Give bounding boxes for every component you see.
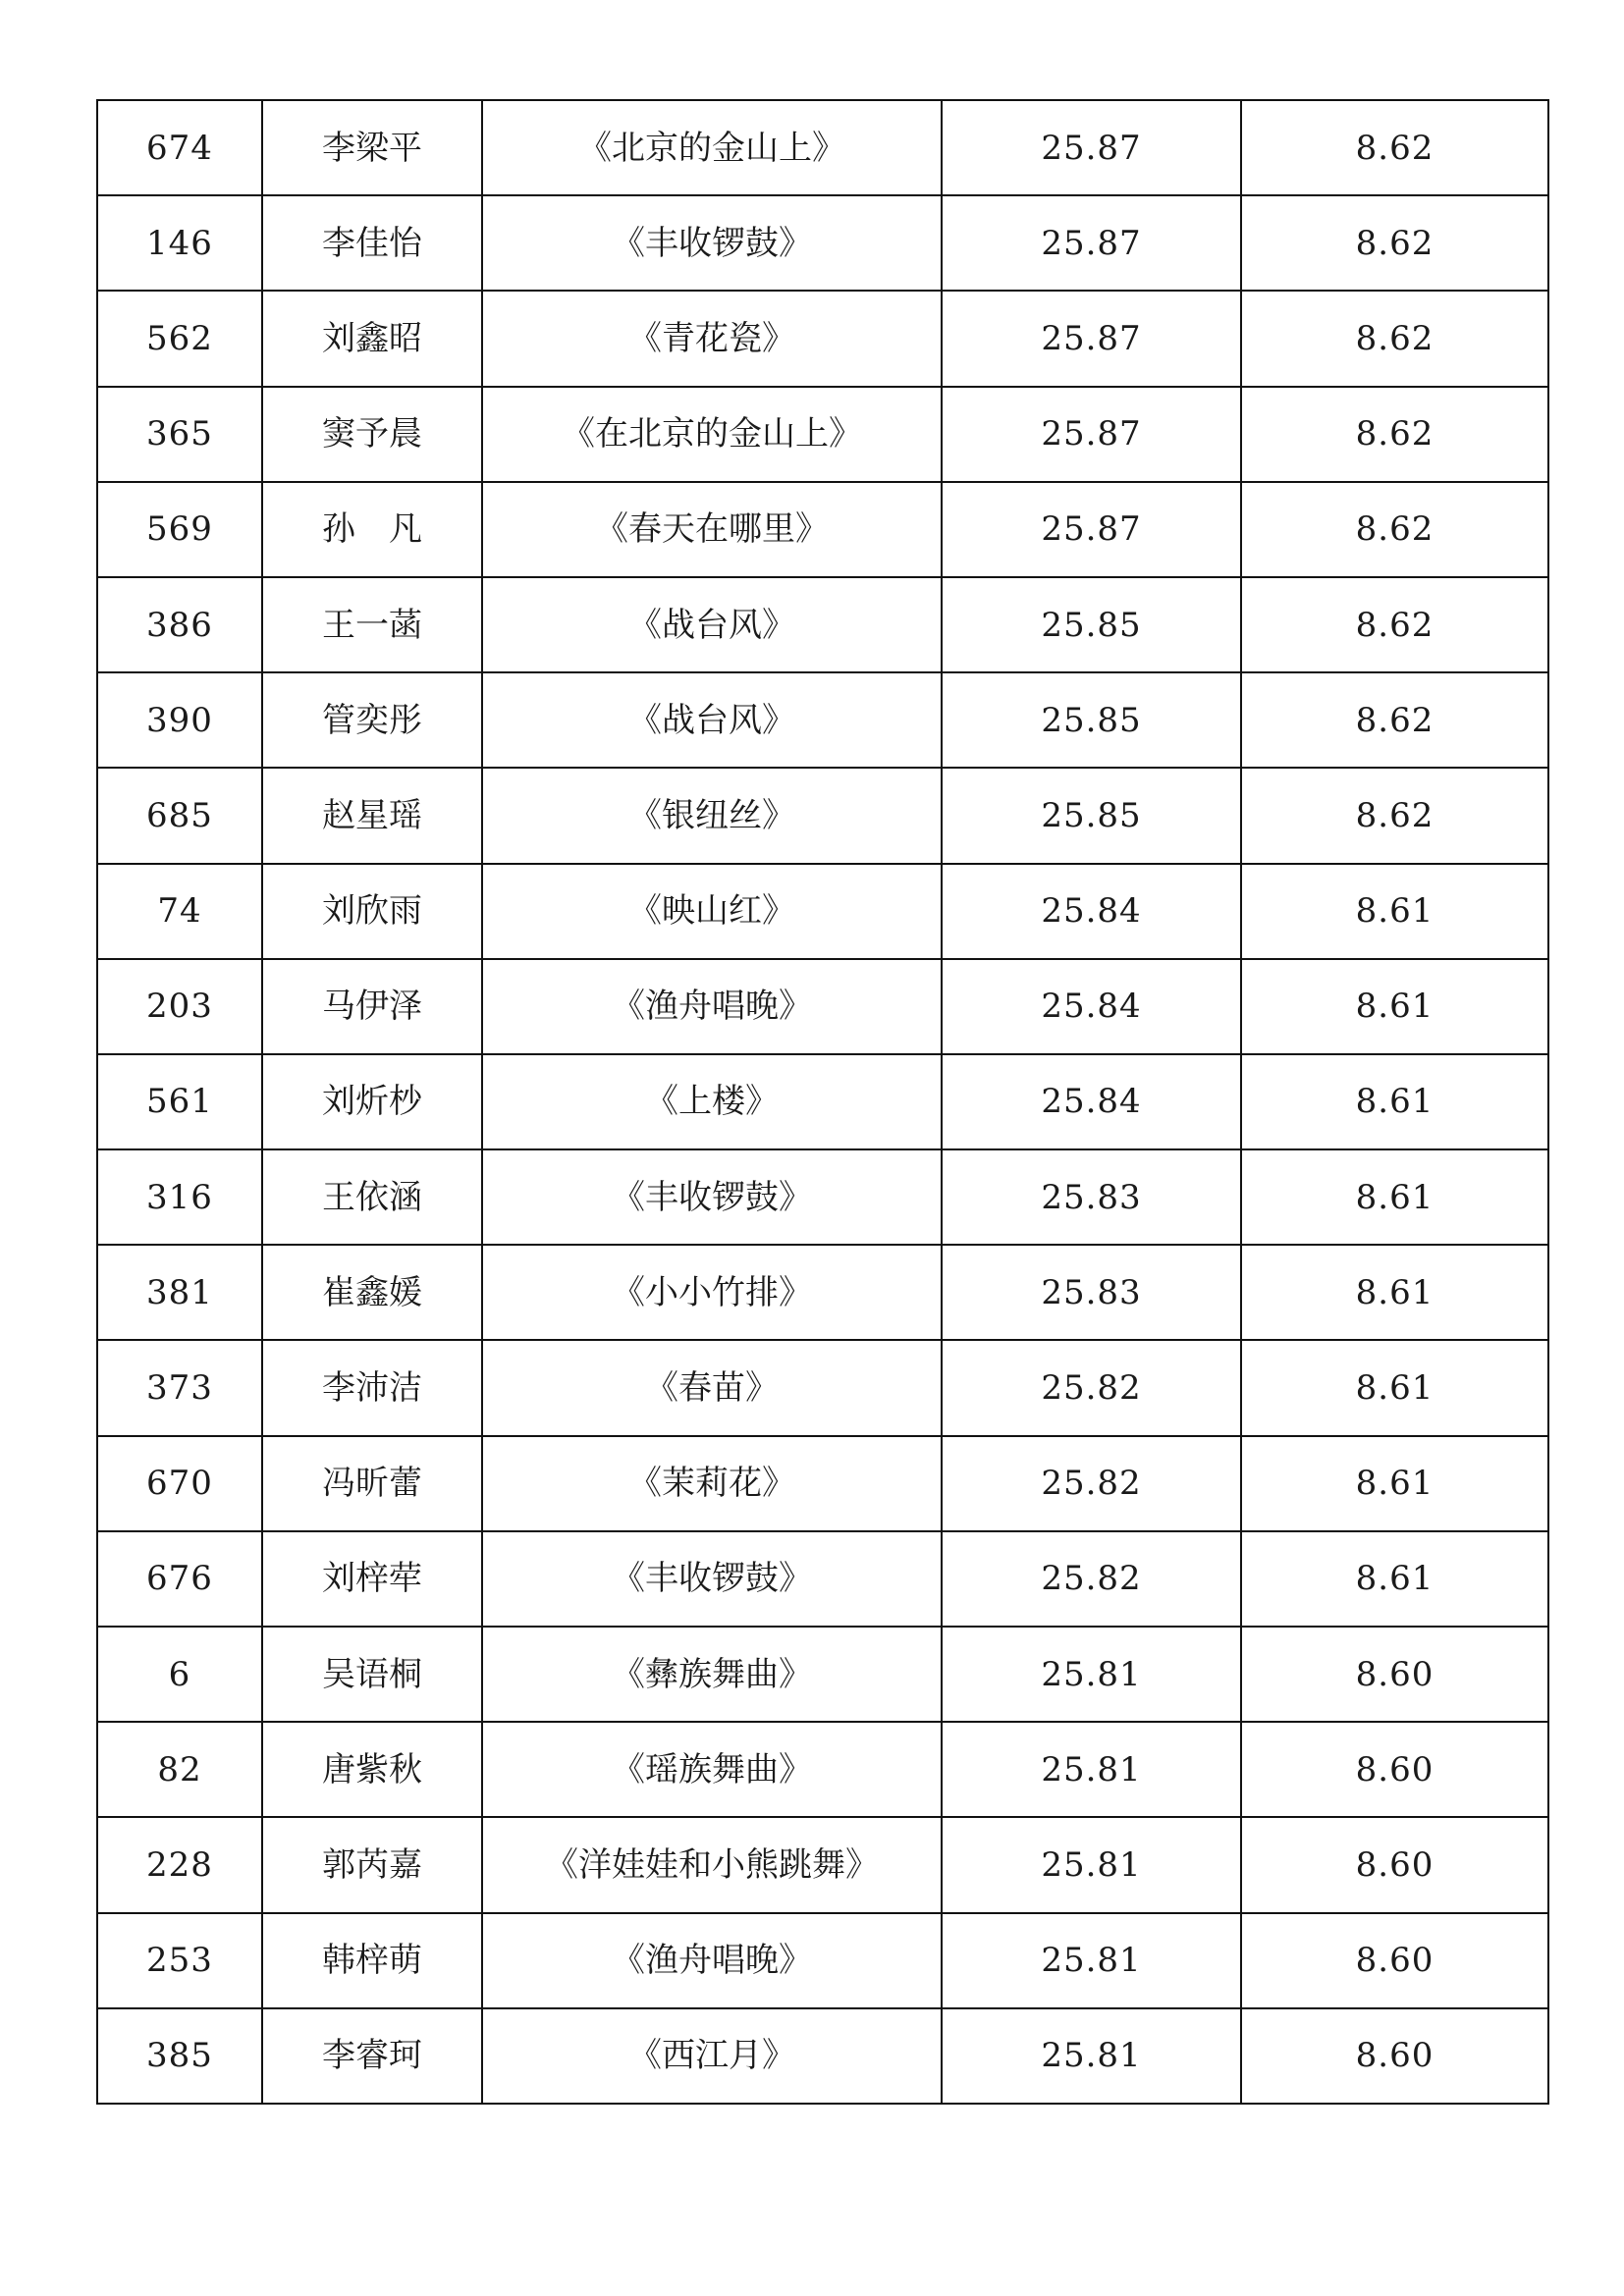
total-score-cell: 25.82 — [942, 1436, 1241, 1531]
average-score-cell: 8.62 — [1241, 291, 1548, 386]
entry-number-cell: 386 — [97, 577, 262, 672]
table-row — [97, 1436, 1548, 1531]
entry-number-cell: 676 — [97, 1531, 262, 1627]
total-score-cell: 25.85 — [942, 768, 1241, 863]
performer-name-cell: 赵星瑶 — [262, 768, 482, 863]
table-row — [97, 768, 1548, 863]
performer-name-cell: 窦予晨 — [262, 387, 482, 482]
average-score-cell: 8.61 — [1241, 1340, 1548, 1435]
performer-name-cell: 刘梓荦 — [262, 1531, 482, 1627]
total-score-cell: 25.83 — [942, 1149, 1241, 1245]
table-row — [97, 1722, 1548, 1817]
performer-name-cell: 孙 凡 — [262, 482, 482, 577]
piece-title-cell: 《春天在哪里》 — [482, 482, 942, 577]
table-row — [97, 100, 1548, 195]
performer-name-cell: 李佳怡 — [262, 195, 482, 291]
entry-number-cell: 146 — [97, 195, 262, 291]
performer-name-cell: 管奕彤 — [262, 672, 482, 768]
piece-title-cell: 《丰收锣鼓》 — [482, 1149, 942, 1245]
piece-title-cell: 《洋娃娃和小熊跳舞》 — [482, 1817, 942, 1912]
total-score-cell: 25.87 — [942, 291, 1241, 386]
performer-name-cell: 李沛洁 — [262, 1340, 482, 1435]
total-score-cell: 25.87 — [942, 482, 1241, 577]
piece-title-cell: 《彝族舞曲》 — [482, 1627, 942, 1722]
average-score-cell: 8.60 — [1241, 1722, 1548, 1817]
table-row — [97, 1627, 1548, 1722]
piece-title-cell: 《在北京的金山上》 — [482, 387, 942, 482]
total-score-cell: 25.82 — [942, 1340, 1241, 1435]
average-score-cell: 8.61 — [1241, 1149, 1548, 1245]
piece-title-cell: 《茉莉花》 — [482, 1436, 942, 1531]
table-row — [97, 195, 1548, 291]
performer-name-cell: 王依涵 — [262, 1149, 482, 1245]
piece-title-cell: 《战台风》 — [482, 577, 942, 672]
performer-name-cell: 吴语桐 — [262, 1627, 482, 1722]
average-score-cell: 8.60 — [1241, 1627, 1548, 1722]
table-row — [97, 291, 1548, 386]
table-row — [97, 959, 1548, 1054]
average-score-cell: 8.62 — [1241, 387, 1548, 482]
total-score-cell: 25.87 — [942, 195, 1241, 291]
total-score-cell: 25.84 — [942, 1054, 1241, 1149]
piece-title-cell: 《战台风》 — [482, 672, 942, 768]
average-score-cell: 8.62 — [1241, 482, 1548, 577]
performer-name-cell: 王一菡 — [262, 577, 482, 672]
piece-title-cell: 《丰收锣鼓》 — [482, 195, 942, 291]
performer-name-cell: 崔鑫媛 — [262, 1245, 482, 1340]
entry-number-cell: 385 — [97, 2008, 262, 2104]
performer-name-cell: 唐紫秋 — [262, 1722, 482, 1817]
table-row — [97, 482, 1548, 577]
entry-number-cell: 562 — [97, 291, 262, 386]
entry-number-cell: 390 — [97, 672, 262, 768]
piece-title-cell: 《瑶族舞曲》 — [482, 1722, 942, 1817]
piece-title-cell: 《西江月》 — [482, 2008, 942, 2104]
performer-name-cell: 郭芮嘉 — [262, 1817, 482, 1912]
score-table-body — [97, 100, 1548, 2104]
total-score-cell: 25.83 — [942, 1245, 1241, 1340]
entry-number-cell: 674 — [97, 100, 262, 195]
table-row — [97, 1245, 1548, 1340]
entry-number-cell: 569 — [97, 482, 262, 577]
average-score-cell: 8.61 — [1241, 1245, 1548, 1340]
entry-number-cell: 6 — [97, 1627, 262, 1722]
score-table — [96, 99, 1549, 2105]
table-row — [97, 1817, 1548, 1912]
performer-name-cell: 李梁平 — [262, 100, 482, 195]
piece-title-cell: 《渔舟唱晚》 — [482, 1913, 942, 2008]
table-row — [97, 1054, 1548, 1149]
performer-name-cell: 李睿珂 — [262, 2008, 482, 2104]
average-score-cell: 8.61 — [1241, 1531, 1548, 1627]
entry-number-cell: 670 — [97, 1436, 262, 1531]
average-score-cell: 8.61 — [1241, 959, 1548, 1054]
table-row — [97, 2008, 1548, 2104]
total-score-cell: 25.82 — [942, 1531, 1241, 1627]
table-row — [97, 1149, 1548, 1245]
average-score-cell: 8.62 — [1241, 577, 1548, 672]
piece-title-cell: 《春苗》 — [482, 1340, 942, 1435]
average-score-cell: 8.62 — [1241, 195, 1548, 291]
average-score-cell: 8.61 — [1241, 1436, 1548, 1531]
performer-name-cell: 刘欣雨 — [262, 864, 482, 959]
entry-number-cell: 373 — [97, 1340, 262, 1435]
average-score-cell: 8.62 — [1241, 100, 1548, 195]
performer-name-cell: 韩梓萌 — [262, 1913, 482, 2008]
table-row — [97, 672, 1548, 768]
entry-number-cell: 74 — [97, 864, 262, 959]
piece-title-cell: 《渔舟唱晚》 — [482, 959, 942, 1054]
table-row — [97, 864, 1548, 959]
total-score-cell: 25.81 — [942, 1722, 1241, 1817]
piece-title-cell: 《上楼》 — [482, 1054, 942, 1149]
entry-number-cell: 82 — [97, 1722, 262, 1817]
average-score-cell: 8.61 — [1241, 1054, 1548, 1149]
table-row — [97, 387, 1548, 482]
piece-title-cell: 《丰收锣鼓》 — [482, 1531, 942, 1627]
average-score-cell: 8.60 — [1241, 1913, 1548, 2008]
total-score-cell: 25.87 — [942, 387, 1241, 482]
total-score-cell: 25.81 — [942, 2008, 1241, 2104]
piece-title-cell: 《青花瓷》 — [482, 291, 942, 386]
average-score-cell: 8.60 — [1241, 1817, 1548, 1912]
entry-number-cell: 253 — [97, 1913, 262, 2008]
piece-title-cell: 《小小竹排》 — [482, 1245, 942, 1340]
total-score-cell: 25.81 — [942, 1913, 1241, 2008]
piece-title-cell: 《银纽丝》 — [482, 768, 942, 863]
total-score-cell: 25.85 — [942, 672, 1241, 768]
table-row — [97, 1531, 1548, 1627]
table-row — [97, 1340, 1548, 1435]
entry-number-cell: 365 — [97, 387, 262, 482]
performer-name-cell: 刘鑫昭 — [262, 291, 482, 386]
total-score-cell: 25.84 — [942, 959, 1241, 1054]
entry-number-cell: 203 — [97, 959, 262, 1054]
entry-number-cell: 685 — [97, 768, 262, 863]
total-score-cell: 25.81 — [942, 1817, 1241, 1912]
table-row — [97, 1913, 1548, 2008]
entry-number-cell: 561 — [97, 1054, 262, 1149]
total-score-cell: 25.85 — [942, 577, 1241, 672]
entry-number-cell: 228 — [97, 1817, 262, 1912]
average-score-cell: 8.62 — [1241, 672, 1548, 768]
entry-number-cell: 316 — [97, 1149, 262, 1245]
total-score-cell: 25.81 — [942, 1627, 1241, 1722]
table-row — [97, 577, 1548, 672]
entry-number-cell: 381 — [97, 1245, 262, 1340]
average-score-cell: 8.61 — [1241, 864, 1548, 959]
performer-name-cell: 刘炘杪 — [262, 1054, 482, 1149]
piece-title-cell: 《映山红》 — [482, 864, 942, 959]
average-score-cell: 8.60 — [1241, 2008, 1548, 2104]
piece-title-cell: 《北京的金山上》 — [482, 100, 942, 195]
performer-name-cell: 马伊泽 — [262, 959, 482, 1054]
total-score-cell: 25.84 — [942, 864, 1241, 959]
average-score-cell: 8.62 — [1241, 768, 1548, 863]
performer-name-cell: 冯昕蕾 — [262, 1436, 482, 1531]
total-score-cell: 25.87 — [942, 100, 1241, 195]
